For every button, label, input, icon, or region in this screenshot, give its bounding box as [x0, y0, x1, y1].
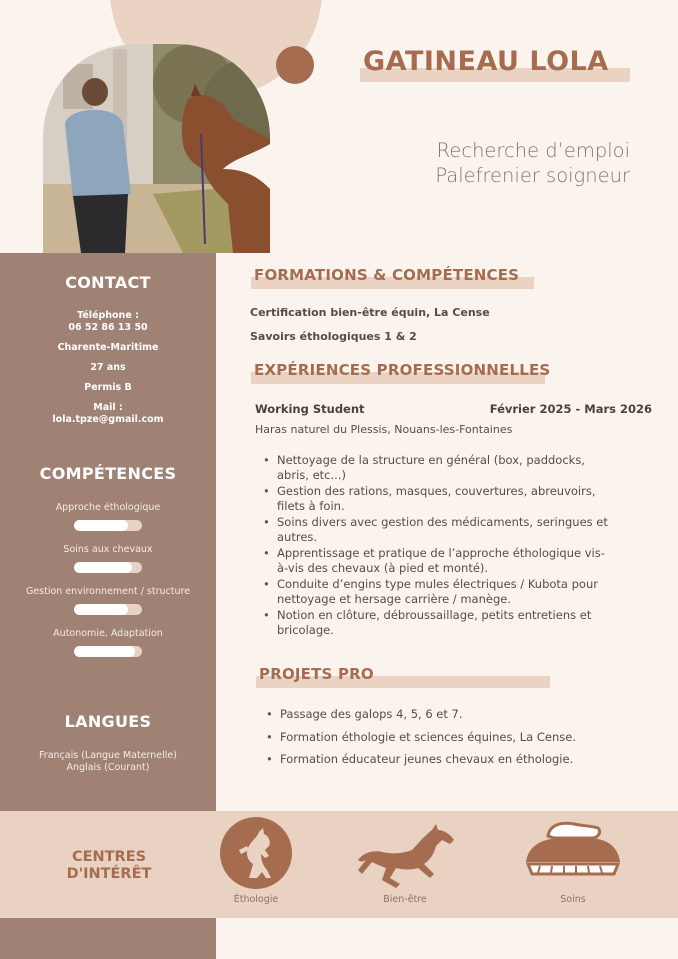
phone-label: Téléphone : [77, 310, 139, 321]
skill-bar [74, 604, 142, 615]
skill-bar [74, 520, 142, 531]
list-item: • Formation éducateur jeunes chevaux en éthologie. [264, 752, 624, 767]
skill-fill [74, 562, 132, 573]
skill-fill [74, 520, 128, 531]
job-place: Haras naturel du Plessis, Nouans-les-Fontaines [255, 423, 513, 436]
list-item: • Gestion des rations, masques, couvertures, abreuvoirs, filets à foin. [261, 484, 611, 514]
region: Charente-Maritime [57, 342, 159, 353]
license: Permis B [84, 382, 132, 393]
skill-bar [74, 562, 142, 573]
interest-item [196, 816, 316, 905]
subtitle-line: Recherche d’emploi [436, 139, 630, 162]
list-item: • Formation éthologie et sciences équines, La Cense. [264, 730, 624, 745]
age: 27 ans [90, 362, 126, 373]
list-item: • Apprentissage et pratique de l’approche éthologique vis-à-vis des chevaux (à pied et monté). [261, 546, 611, 576]
galloping-horse-icon [350, 816, 460, 890]
language-item: Français (Langue Maternelle) [39, 750, 177, 761]
formation-item: Savoirs éthologiques 1 & 2 [250, 330, 417, 343]
interest-label: Bien-être [383, 894, 427, 905]
interests-title-line: D'INTÉRÊT [66, 866, 152, 882]
formation-item: Certification bien-être équin, La Cense [250, 306, 490, 319]
contact-title: CONTACT [65, 273, 151, 292]
experience-heading [251, 361, 550, 379]
job-title: Working Student [255, 402, 365, 416]
profile-photo [43, 44, 270, 253]
skill-item [0, 586, 216, 615]
skills-title: COMPÉTENCES [39, 464, 177, 483]
contact-details [0, 310, 216, 434]
mail-address: lola.tpze@gmail.com [52, 414, 164, 425]
skill-label: Soins aux chevaux [63, 544, 153, 555]
rearing-horse-icon [219, 816, 293, 890]
projects-bullets [264, 707, 624, 775]
name-header [360, 46, 609, 77]
interest-item [345, 816, 465, 905]
phone-number: 06 52 86 13 50 [68, 322, 148, 333]
interest-item [513, 816, 633, 905]
interests-title-line: CENTRES [71, 849, 147, 865]
skill-label: Gestion environnement / structure [25, 586, 191, 597]
skill-label: Autonomie, Adaptation [53, 628, 163, 639]
interest-label: Éthologie [233, 894, 279, 905]
skill-fill [74, 604, 128, 615]
decorative-dot [276, 46, 314, 84]
grooming-brush-icon [518, 816, 628, 890]
projects-title: PROJETS PRO [259, 665, 374, 683]
languages-list [0, 750, 216, 774]
list-item: • Passage des galops 4, 5, 6 et 7. [264, 707, 624, 722]
mail-label: Mail : [93, 402, 123, 413]
projects-heading [256, 665, 374, 683]
formations-title: FORMATIONS & COMPÉTENCES [254, 266, 520, 284]
skill-item [0, 628, 216, 657]
skill-item [0, 502, 216, 531]
interest-label: Soins [560, 894, 586, 905]
interests-title [54, 849, 164, 883]
skill-fill [74, 646, 135, 657]
list-item: • Notion en clôture, débroussaillage, petits entretiens et bricolage. [261, 608, 611, 638]
list-item: • Nettoyage de la structure en général (box, paddocks, abris, etc...) [261, 453, 611, 483]
person-name: GATINEAU LOLA [363, 46, 609, 77]
sidebar-footer [0, 918, 216, 959]
skill-bar [74, 646, 142, 657]
subtitle-line: Palefrenier soigneur [435, 164, 630, 187]
list-item: • Conduite d’engins type mules électriques / Kubota pour nettoyage et hersage carrière / manège. [261, 577, 611, 607]
language-item: Anglais (Courant) [66, 762, 150, 773]
formations-heading [251, 266, 519, 284]
languages-title: LANGUES [64, 712, 152, 731]
job-target [435, 138, 630, 188]
experience-title: EXPÉRIENCES PROFESSIONNELLES [254, 361, 551, 379]
job-dates: Février 2025 - Mars 2026 [489, 402, 652, 416]
list-item: • Soins divers avec gestion des médicaments, seringues et autres. [261, 515, 611, 545]
experience-bullets [261, 453, 611, 639]
skill-label: Approche éthologique [55, 502, 161, 513]
skill-item [0, 544, 216, 573]
